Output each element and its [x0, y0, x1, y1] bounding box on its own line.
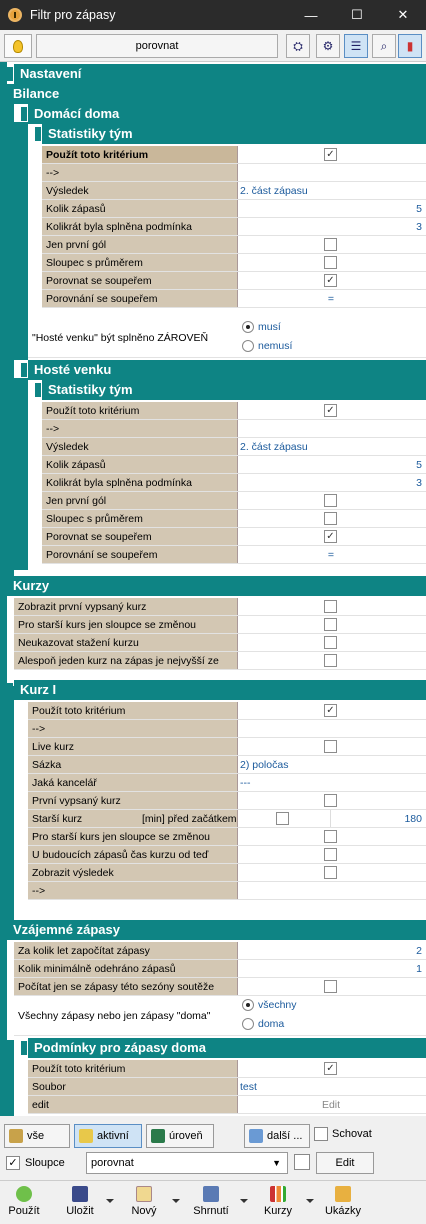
radio-label-doma: Všechny zápasy nebo jen zápasy "doma" — [14, 996, 238, 1035]
property-label: Použít toto kritérium — [42, 146, 238, 163]
property-value[interactable] — [238, 828, 426, 845]
checkbox[interactable]: ✓ — [324, 530, 337, 543]
filter-all-button[interactable]: vše — [4, 1124, 70, 1148]
property-row[interactable] — [28, 810, 426, 828]
checkbox[interactable]: ✓ — [324, 1062, 337, 1075]
checkbox[interactable] — [324, 740, 337, 753]
maximize-button[interactable]: ☐ — [351, 7, 363, 22]
property-value[interactable] — [238, 290, 426, 307]
property-label: Kolikrát byla splněna podmínka — [42, 474, 238, 491]
property-value-text: 2. část zápasu — [240, 441, 308, 453]
property-label: Kolikrát byla splněna podmínka — [42, 218, 238, 235]
odds-dropdown-icon[interactable] — [306, 1199, 314, 1203]
property-value[interactable] — [238, 438, 426, 455]
property-label: Zobrazit první vypsaný kurz — [14, 598, 238, 615]
use-button[interactable]: Použít — [4, 1183, 44, 1223]
property-label: Použít toto kritérium — [42, 402, 238, 419]
tree-band-3 — [14, 122, 28, 360]
more-icon — [249, 1129, 263, 1143]
summary-icon — [203, 1186, 219, 1202]
checkbox[interactable]: ✓ — [324, 704, 337, 717]
property-value[interactable] — [238, 492, 426, 509]
radio-doma[interactable]: doma — [242, 1018, 284, 1030]
property-row[interactable] — [42, 492, 426, 510]
divider — [330, 810, 331, 827]
property-value[interactable] — [238, 738, 426, 755]
property-label: Sloupec s průměrem — [42, 254, 238, 271]
property-label: První vypsaný kurz — [28, 792, 238, 809]
tip-button[interactable] — [4, 34, 32, 58]
property-row[interactable] — [14, 598, 426, 616]
property-row[interactable] — [42, 290, 426, 308]
filter-active-button[interactable]: aktivní — [74, 1124, 142, 1148]
settings-button[interactable] — [316, 34, 340, 58]
section-statistiky-tym-2[interactable]: Statistiky tým — [42, 380, 426, 400]
checkbox[interactable] — [276, 812, 289, 825]
property-value-text: Edit — [321, 1099, 341, 1111]
property-row[interactable] — [42, 474, 426, 492]
gear-icon: ⚙ — [322, 39, 334, 53]
app-icon — [8, 8, 22, 22]
property-value[interactable] — [238, 720, 426, 737]
property-value[interactable] — [238, 846, 426, 863]
examples-button[interactable]: Ukázky — [320, 1183, 366, 1223]
checkbox[interactable]: ✓ — [324, 274, 337, 287]
title-bar — [0, 0, 426, 30]
property-row[interactable] — [28, 1060, 426, 1078]
binoculars-icon: ⌕ — [380, 38, 388, 53]
checkbox[interactable] — [324, 848, 337, 861]
section-kurzy[interactable]: Kurzy — [7, 576, 426, 596]
section-podminky[interactable]: Podmínky pro zápasy doma — [28, 1038, 426, 1058]
checkbox[interactable] — [324, 794, 337, 807]
radio-selected-icon — [242, 321, 254, 333]
checkbox[interactable] — [324, 654, 337, 667]
property-label: Porovnání se soupeřem — [42, 290, 238, 307]
property-value-text: 5 — [416, 203, 422, 215]
new-doc-icon — [136, 1186, 152, 1202]
property-label: Za kolik let započítat zápasy — [14, 942, 238, 959]
property-label: Sloupec s průměrem — [42, 510, 238, 527]
columns-select[interactable]: porovnat ▼ — [86, 1152, 288, 1174]
bottom-toolbar — [0, 1180, 426, 1224]
property-value[interactable] — [238, 254, 426, 271]
property-label: --> — [42, 420, 238, 437]
new-button[interactable]: Nový — [124, 1183, 164, 1223]
property-value-text: --- — [240, 777, 251, 789]
property-row[interactable] — [14, 960, 426, 978]
checkbox[interactable] — [324, 494, 337, 507]
property-label: Porovnat se soupeřem — [42, 528, 238, 545]
window-title: Filtr pro zápasy — [30, 8, 116, 22]
hierarchy-button[interactable] — [286, 34, 310, 58]
property-value[interactable] — [238, 546, 426, 563]
property-label: Použít toto kritérium — [28, 1060, 238, 1077]
property-label: Zobrazit výsledek — [28, 864, 238, 881]
checkbox[interactable]: ✓ — [324, 404, 337, 417]
property-value[interactable] — [238, 1060, 426, 1077]
checkbox[interactable] — [324, 618, 337, 631]
property-label: Jen první gól — [42, 492, 238, 509]
more-button[interactable]: další ... — [244, 1124, 310, 1148]
bar-chart-icon — [270, 1186, 286, 1202]
tree-band-2 — [7, 102, 14, 578]
save-dropdown-icon[interactable] — [106, 1199, 114, 1203]
section-hoste-venku[interactable]: Hosté venku — [28, 360, 426, 380]
property-row[interactable] — [28, 738, 426, 756]
filter-level-button[interactable]: úroveň — [146, 1124, 214, 1148]
property-label: Výsledek — [42, 182, 238, 199]
property-value-text: 3 — [416, 477, 422, 489]
radio-nemusi[interactable]: nemusí — [242, 340, 292, 352]
tree-icon: ☰ — [350, 39, 362, 53]
bar-chart-icon: ▮ — [406, 39, 414, 53]
property-row[interactable] — [14, 942, 426, 960]
columns-checkbox[interactable]: ✓ — [6, 1156, 20, 1170]
property-value[interactable] — [238, 236, 426, 253]
property-value[interactable] — [238, 1096, 426, 1113]
checkbox[interactable] — [324, 256, 337, 269]
aux-checkbox[interactable] — [294, 1154, 310, 1170]
property-row[interactable] — [28, 774, 426, 792]
property-value[interactable] — [238, 146, 426, 163]
hide-checkbox[interactable] — [314, 1127, 328, 1141]
property-row[interactable] — [42, 402, 426, 420]
section-statistiky-tym-1[interactable]: Statistiky tým — [42, 124, 426, 144]
property-label: Live kurz — [28, 738, 238, 755]
chevron-down-icon: ▼ — [272, 1158, 281, 1168]
property-row[interactable] — [42, 200, 426, 218]
property-value[interactable] — [238, 598, 426, 615]
property-value[interactable] — [238, 942, 426, 959]
property-value[interactable] — [238, 272, 426, 289]
checkbox[interactable] — [324, 600, 337, 613]
property-label: Porovnání se soupeřem — [42, 546, 238, 563]
minimize-button[interactable]: — — [304, 7, 318, 23]
property-row[interactable] — [14, 634, 426, 652]
property-label: U budoucích zápasů čas kurzu od teď — [28, 846, 238, 863]
property-row[interactable] — [42, 164, 426, 182]
checkbox[interactable] — [324, 866, 337, 879]
property-row[interactable] — [28, 846, 426, 864]
property-value[interactable] — [238, 702, 426, 719]
tree-button[interactable] — [344, 34, 368, 58]
property-value[interactable] — [238, 616, 426, 633]
property-value[interactable] — [238, 960, 426, 977]
property-row[interactable] — [28, 1078, 426, 1096]
property-value-text: 1 — [416, 963, 422, 975]
property-value[interactable] — [238, 634, 426, 651]
checkbox[interactable] — [324, 512, 337, 525]
property-row[interactable] — [42, 182, 426, 200]
filter-icon — [9, 1129, 23, 1143]
property-row[interactable] — [42, 236, 426, 254]
section-domaci-doma[interactable]: Domácí doma — [28, 104, 426, 124]
chart-button[interactable] — [398, 34, 422, 58]
property-label: Sázka — [28, 756, 238, 773]
property-row[interactable] — [14, 616, 426, 634]
property-row[interactable] — [14, 652, 426, 670]
property-label: Jaká kancelář — [28, 774, 238, 791]
property-value-text: 2) poločas — [240, 759, 289, 771]
radio-vsechny[interactable]: všechny — [242, 999, 297, 1011]
section-nastaveni[interactable]: Nastavení — [14, 64, 426, 84]
property-value[interactable] — [238, 756, 426, 773]
property-label: Porovnat se soupeřem — [42, 272, 238, 289]
property-label: Kolik zápasů — [42, 456, 238, 473]
tree-band-4 — [14, 378, 28, 570]
property-label: Jen první gól — [42, 236, 238, 253]
toolbar — [0, 30, 426, 62]
property-label: Výsledek — [42, 438, 238, 455]
check-circle-icon — [16, 1186, 32, 1202]
property-value-text: test — [240, 1081, 257, 1093]
property-value[interactable] — [238, 164, 426, 181]
property-label: Kolik minimálně odehráno zápasů — [14, 960, 238, 977]
checkbox[interactable] — [324, 980, 337, 993]
property-value[interactable] — [238, 528, 426, 545]
property-row[interactable] — [28, 1096, 426, 1114]
property-label: Pro starší kurs jen sloupce se změnou — [28, 828, 238, 845]
property-value[interactable] — [238, 474, 426, 491]
property-value[interactable] — [238, 402, 426, 419]
property-value[interactable] — [238, 510, 426, 527]
new-dropdown-icon[interactable] — [172, 1199, 180, 1203]
hierarchy-icon: ⛭ — [293, 38, 303, 53]
active-icon — [79, 1129, 93, 1143]
radio-empty-icon — [242, 340, 254, 352]
section-kurz-i[interactable]: Kurz I — [14, 680, 426, 700]
summary-button[interactable]: Shrnutí — [188, 1183, 234, 1223]
checkbox[interactable] — [324, 238, 337, 251]
property-value-text: 180 — [404, 813, 422, 825]
close-button[interactable]: ✕ — [397, 7, 409, 22]
property-value[interactable] — [238, 882, 426, 899]
property-label: Neukazovat stažení kurzu — [14, 634, 238, 651]
edit-button[interactable]: Edit — [316, 1152, 374, 1174]
property-value[interactable] — [238, 864, 426, 881]
property-label: Pro starší kurs jen sloupce se změnou — [14, 616, 238, 633]
radio-label-zaroven: "Hosté venku" být splněno ZÁROVEŇ — [28, 318, 238, 357]
tree-band-5 — [7, 686, 14, 924]
property-value[interactable] — [238, 652, 426, 669]
radio-row-zaroven — [28, 318, 426, 358]
summary-dropdown-icon[interactable] — [240, 1199, 248, 1203]
property-row[interactable] — [42, 528, 426, 546]
property-row[interactable] — [42, 438, 426, 456]
property-value-text: 2 — [416, 945, 422, 957]
property-value[interactable] — [238, 182, 426, 199]
property-label: Použít toto kritérium — [28, 702, 238, 719]
property-label: --> — [28, 720, 238, 737]
lightbulb-icon — [13, 40, 23, 53]
section-vzajemne[interactable]: Vzájemné zápasy — [7, 920, 426, 940]
property-row[interactable] — [42, 146, 426, 164]
property-value[interactable] — [238, 1078, 426, 1095]
compare-button[interactable]: porovnat — [36, 34, 278, 58]
save-button[interactable]: Uložit — [58, 1183, 102, 1223]
property-row[interactable] — [42, 218, 426, 236]
property-tree — [0, 62, 426, 1116]
tree-band-6 — [7, 1040, 14, 1116]
property-label: --> — [42, 164, 238, 181]
property-sublabel: [min] před začátkem — [142, 813, 237, 825]
property-row[interactable] — [28, 864, 426, 882]
property-label: Počítat jen se zápasy této sezóny soutěže — [14, 978, 238, 995]
section-bilance[interactable]: Bilance — [7, 84, 426, 104]
checkbox[interactable] — [324, 830, 337, 843]
property-row[interactable] — [14, 978, 426, 996]
property-row[interactable] — [42, 456, 426, 474]
checkbox[interactable] — [324, 636, 337, 649]
property-label: Kolik zápasů — [42, 200, 238, 217]
binoculars-button[interactable] — [372, 34, 396, 58]
property-value-text: 3 — [416, 221, 422, 233]
odds-button[interactable]: Kurzy — [258, 1183, 298, 1223]
folder-icon — [335, 1186, 351, 1202]
hide-label: Schovat — [332, 1128, 372, 1140]
property-label: Starší kurz — [28, 810, 238, 827]
property-row[interactable] — [28, 702, 426, 720]
property-label: Soubor — [28, 1078, 238, 1095]
property-row[interactable] — [28, 720, 426, 738]
property-row[interactable] — [28, 792, 426, 810]
property-row[interactable] — [28, 828, 426, 846]
floppy-icon — [72, 1186, 88, 1202]
property-label: --> — [28, 882, 238, 899]
property-row[interactable] — [42, 510, 426, 528]
property-value[interactable] — [238, 810, 426, 827]
property-value-text: 2. část zápasu — [240, 185, 308, 197]
property-value[interactable] — [238, 792, 426, 809]
property-value[interactable] — [238, 774, 426, 791]
checkbox[interactable]: ✓ — [324, 148, 337, 161]
property-value[interactable] — [238, 420, 426, 437]
radio-musi[interactable]: musí — [242, 321, 281, 333]
property-value-text: = — [327, 293, 335, 305]
property-row[interactable] — [42, 272, 426, 290]
radio-selected-icon — [242, 999, 254, 1011]
level-icon — [151, 1129, 165, 1143]
property-value[interactable] — [238, 218, 426, 235]
property-row[interactable] — [42, 420, 426, 438]
property-row[interactable] — [42, 546, 426, 564]
property-value[interactable] — [238, 200, 426, 217]
property-row[interactable] — [42, 254, 426, 272]
property-row[interactable] — [28, 756, 426, 774]
property-label: edit — [28, 1096, 238, 1113]
radio-row-doma — [14, 996, 426, 1036]
property-value-text: 5 — [416, 459, 422, 471]
property-label: Alespoň jeden kurz na zápas je nejvyšší ze — [14, 652, 238, 669]
property-value[interactable] — [238, 456, 426, 473]
radio-empty-icon — [242, 1018, 254, 1030]
property-row[interactable] — [28, 882, 426, 900]
property-value[interactable] — [238, 978, 426, 995]
property-value-text: = — [327, 549, 335, 561]
columns-label: Sloupce — [25, 1157, 65, 1169]
